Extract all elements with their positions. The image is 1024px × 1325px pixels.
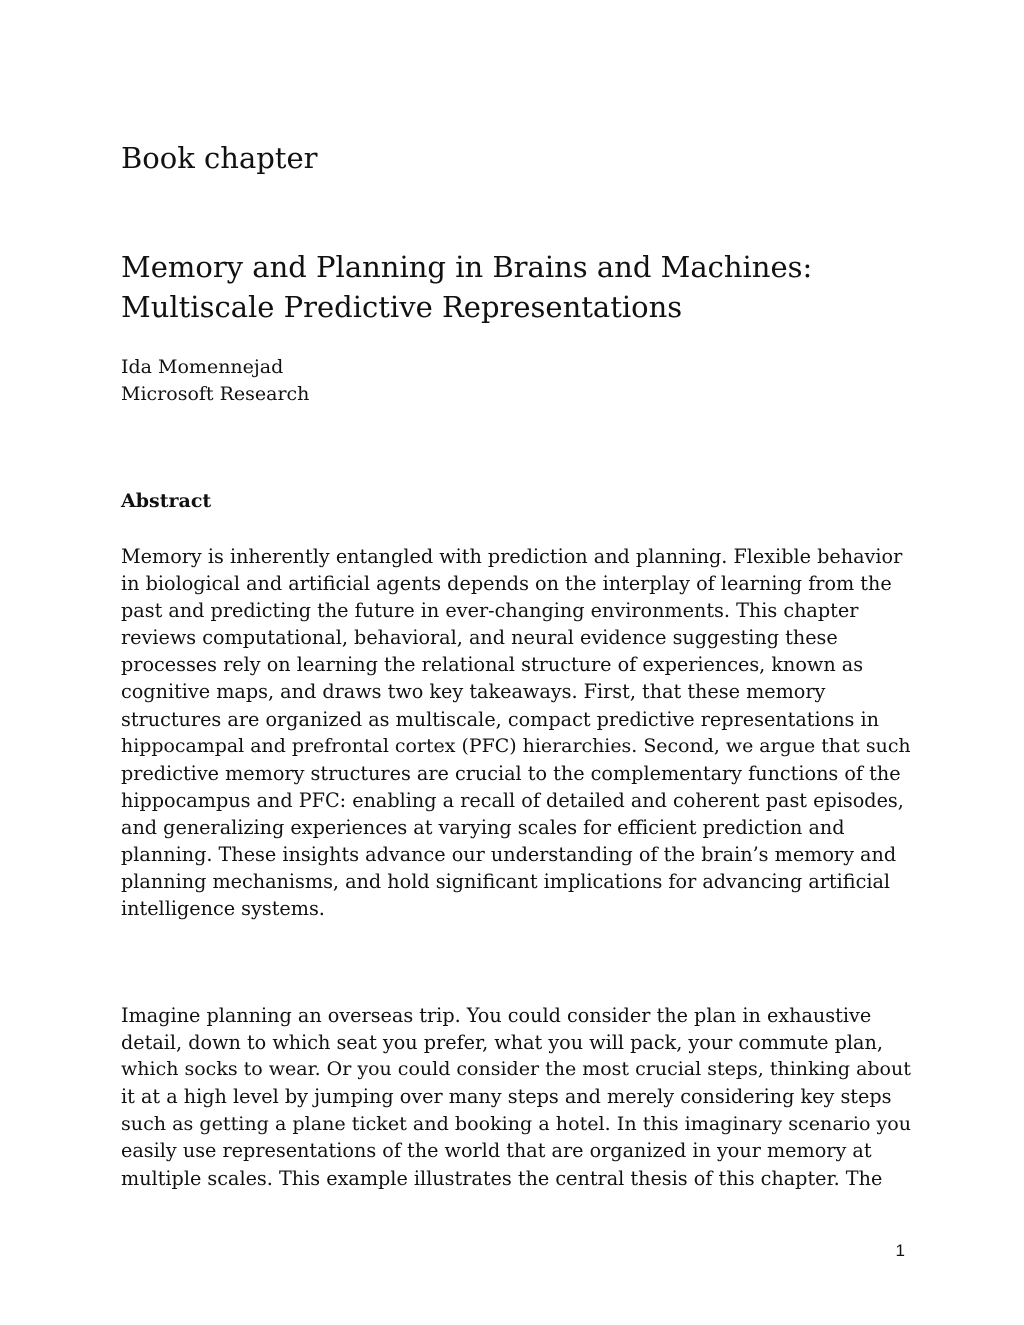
text-line: hippocampal and prefrontal cortex (PFC) hierarchies. Second, we argue that such xyxy=(121,734,911,757)
text-line: hippocampus and PFC: enabling a recall of detailed and coherent past episodes, xyxy=(121,788,904,812)
text-line: easily use representations of the world that are organized in your memory at xyxy=(121,1139,872,1163)
page-number: 1 xyxy=(895,1241,905,1260)
text-line: which socks to wear. Or you could consider the most crucial steps, thinking about xyxy=(121,1058,911,1081)
text-line: cognitive maps, and draws two key takeaways. First, that these memory xyxy=(121,680,826,704)
author-block xyxy=(121,354,911,408)
text-line: multiple scales. This example illustrates the central thesis of this chapter. The xyxy=(121,1166,883,1190)
author-affiliation: Microsoft Research xyxy=(121,383,310,405)
abstract-paragraph xyxy=(121,543,911,922)
text-line: predictive memory structures are crucial to the complementary functions of the xyxy=(121,761,901,785)
paper-title xyxy=(121,247,911,327)
text-line: Imagine planning an overseas trip. You could consider the plan in exhaustive xyxy=(121,1004,872,1027)
text-line: Memory is inherently entangled with prediction and planning. Flexible behavior xyxy=(121,545,903,568)
text-line: structures are organized as multiscale, compact predictive representations in xyxy=(121,707,879,731)
text-line: it at a high level by jumping over many steps and merely considering key steps xyxy=(121,1085,892,1109)
abstract-heading: Abstract xyxy=(121,490,212,512)
author-name: Ida Momennejad xyxy=(121,356,284,378)
intro-paragraph xyxy=(121,1002,911,1192)
text-line: planning. These insights advance our understanding of the brain’s memory and xyxy=(121,843,897,867)
text-line: in biological and artificial agents depends on the interplay of learning from the xyxy=(121,572,892,596)
text-line: reviews computational, behavioral, and neural evidence suggesting these xyxy=(121,626,838,650)
text-line: intelligence systems. xyxy=(121,897,325,921)
text-line: planning mechanisms, and hold significant implications for advancing artificial xyxy=(121,870,891,894)
text-line: and generalizing experiences at varying scales for efficient prediction and xyxy=(121,815,845,839)
text-line: such as getting a plane ticket and booking a hotel. In this imaginary scenario you xyxy=(121,1112,912,1136)
book-chapter-label: Book chapter xyxy=(121,141,318,175)
title-line: Memory and Planning in Brains and Machines: xyxy=(121,250,813,284)
text-line: processes rely on learning the relational structure of experiences, known as xyxy=(121,653,864,677)
title-line: Multiscale Predictive Representations xyxy=(121,290,683,324)
text-line: detail, down to which seat you prefer, what you will pack, your commute plan, xyxy=(121,1031,883,1055)
text-line: past and predicting the future in ever-changing environments. This chapter xyxy=(121,599,859,623)
